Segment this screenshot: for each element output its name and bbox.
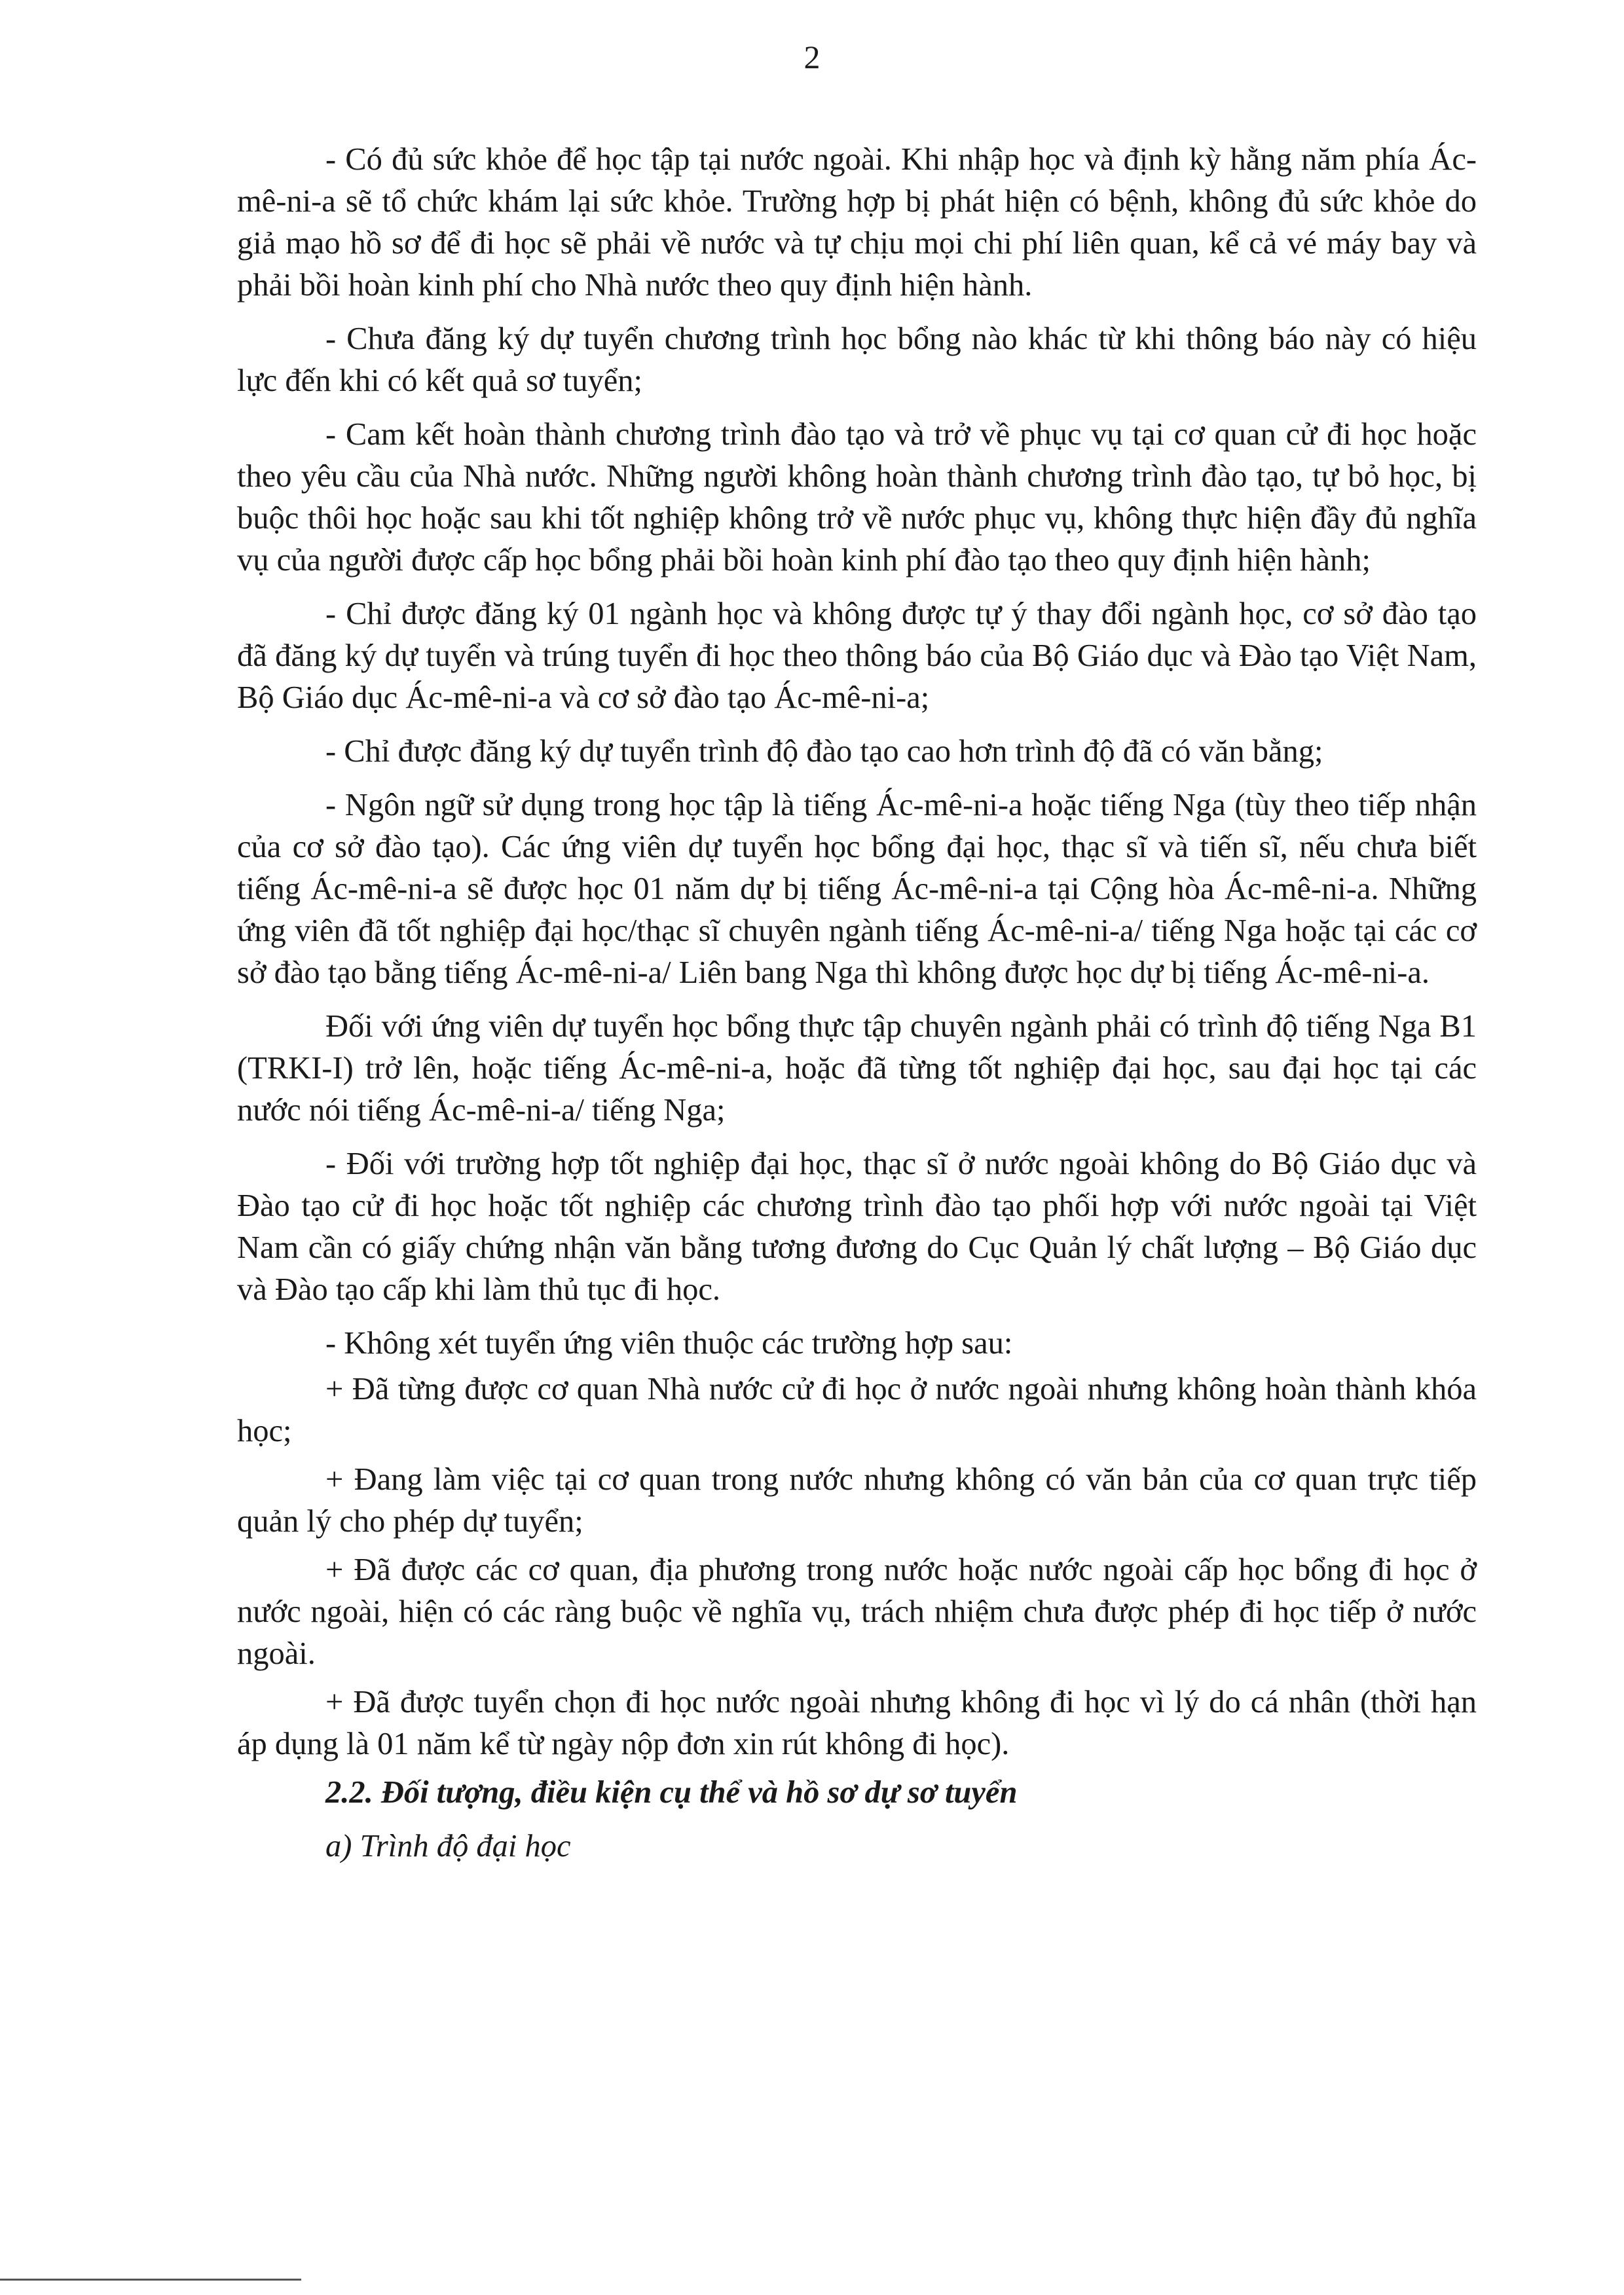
paragraph-exclusion-2: + Đang làm việc tại cơ quan trong nước nhưng không có văn bản của cơ quan trực tiếp quản lý cho phép dự tuyển; <box>237 1462 1477 1539</box>
paragraph-language: - Ngôn ngữ sử dụng trong học tập là tiếng Ác-mê-ni-a hoặc tiếng Nga (tùy theo tiếp nhận của cơ sở đào tạo). Các ứng viên dự tuyển học bổng đại học, thạc sĩ và tiến sĩ, nếu chưa biết tiếng Ác-mê-ni-a sẽ được học 01 năm dự bị tiếng Ác-mê-ni-a tại Cộng hòa Ác-mê-ni-a. Những ứng viên đã tốt nghiệp đại học/thạc sĩ chuyên ngành tiếng Ác-mê-ni-a/ tiếng Nga hoặc tại các cơ sở đào tạo bằng tiếng Ác-mê-ni-a/ Liên bang Nga thì không được học dự bị tiếng Ác-mê-ni-a. <box>237 788 1477 990</box>
paragraph-higher-level: - Chỉ được đăng ký dự tuyển trình độ đào tạo cao hơn trình độ đã có văn bằng; <box>325 734 1323 769</box>
paragraph-single-major: - Chỉ được đăng ký 01 ngành học và không được tự ý thay đổi ngành học, cơ sở đào tạo đã đăng ký dự tuyển và trúng tuyển đi học theo thông báo của Bộ Giáo dục và Đào tạo Việt Nam, Bộ Giáo dục Ác-mê-ni-a và cơ sở đào tạo Ác-mê-ni-a; <box>237 597 1477 715</box>
paragraph-completion-commitment: - Cam kết hoàn thành chương trình đào tạo và trở về phục vụ tại cơ quan cử đi học hoặc theo yêu cầu của Nhà nước. Những người không hoàn thành chương trình đào tạo, tự bỏ học, bị buộc thôi học hoặc sau khi tốt nghiệp không trở về nước phục vụ, không thực hiện đầy đủ nghĩa vụ của người được cấp học bổng phải bồi hoàn kinh phí đào tạo theo quy định hiện hành; <box>237 417 1477 578</box>
section-heading: 2.2. Đối tượng, điều kiện cụ thể và hồ sơ dự sơ tuyển <box>325 1775 1018 1810</box>
paragraph-exclusion-3: + Đã được các cơ quan, địa phương trong nước hoặc nước ngoài cấp học bổng đi học ở nước ngoài, hiện có các ràng buộc về nghĩa vụ, trách nhiệm chưa được phép đi học tiếp ở nước ngoài. <box>237 1552 1477 1671</box>
document-body <box>237 139 1477 1867</box>
page-number: 2 <box>803 39 821 75</box>
paragraph-internship-language: Đối với ứng viên dự tuyển học bổng thực tập chuyên ngành phải có trình độ tiếng Nga B1 (TRKI-I) trở lên, hoặc tiếng Ác-mê-ni-a, hoặc đã từng tốt nghiệp đại học, sau đại học tại các nước nói tiếng Ác-mê-ni-a/ tiếng Nga; <box>237 1009 1477 1128</box>
paragraph-exclusions-intro: - Không xét tuyển ứng viên thuộc các trường hợp sau: <box>325 1326 1013 1361</box>
section-subheading: a) Trình độ đại học <box>325 1829 571 1864</box>
paragraph-no-other-scholarship: - Chưa đăng ký dự tuyển chương trình học bổng nào khác từ khi thông báo này có hiệu lực đến khi có kết quả sơ tuyển; <box>237 321 1477 398</box>
bottom-divider <box>0 2279 301 2281</box>
paragraph-exclusion-4: + Đã được tuyển chọn đi học nước ngoài nhưng không đi học vì lý do cá nhân (thời hạn áp dụng là 01 năm kể từ ngày nộp đơn xin rút không đi học). <box>237 1685 1477 1761</box>
paragraph-health-requirement: - Có đủ sức khỏe để học tập tại nước ngoài. Khi nhập học và định kỳ hằng năm phía Ác-mê-ni-a sẽ tổ chức khám lại sức khỏe. Trường hợp bị phát hiện có bệnh, không đủ sức khỏe do giả mạo hồ sơ để đi học sẽ phải về nước và tự chịu mọi chi phí liên quan, kể cả vé máy bay và phải bồi hoàn kinh phí cho Nhà nước theo quy định hiện hành. <box>237 142 1477 303</box>
paragraph-exclusion-1: + Đã từng được cơ quan Nhà nước cử đi học ở nước ngoài nhưng không hoàn thành khóa học; <box>237 1372 1477 1448</box>
paragraph-foreign-degree: - Đối với trường hợp tốt nghiệp đại học, thạc sĩ ở nước ngoài không do Bộ Giáo dục và Đào tạo cử đi học hoặc tốt nghiệp các chương trình đào tạo phối hợp với nước ngoài tại Việt Nam cần có giấy chứng nhận văn bằng tương đương do Cục Quản lý chất lượng – Bộ Giáo dục và Đào tạo cấp khi làm thủ tục đi học. <box>237 1147 1477 1307</box>
